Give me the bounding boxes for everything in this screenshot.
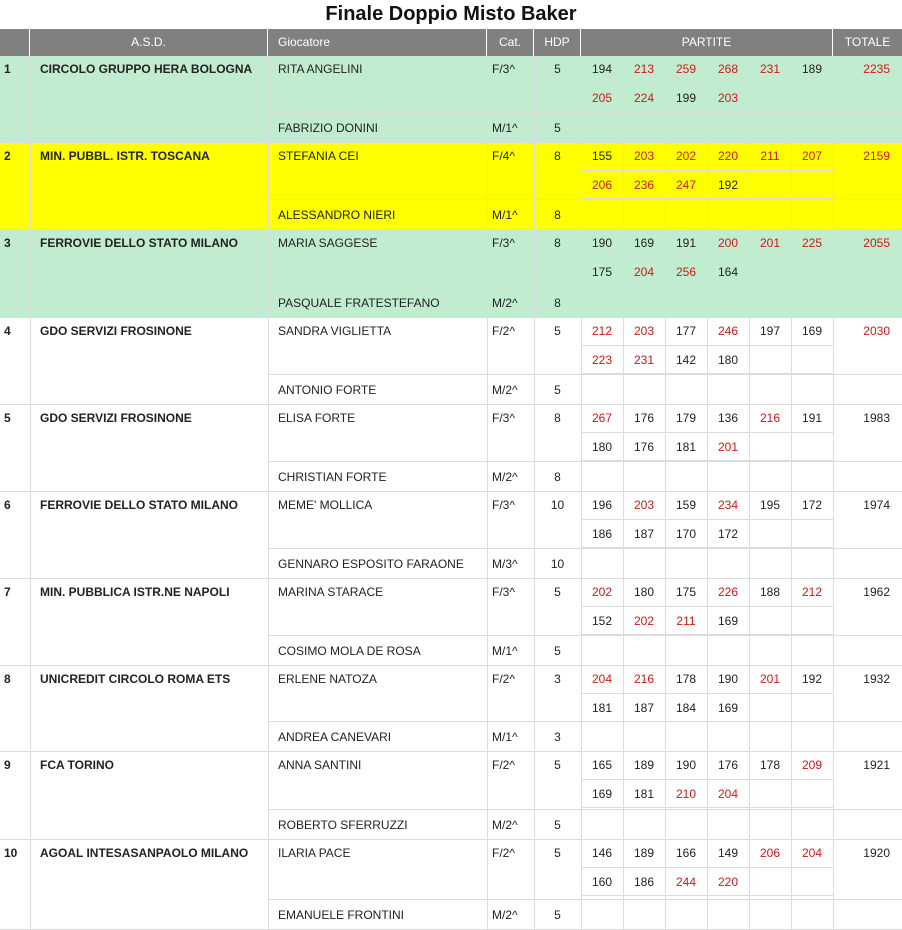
game-score: 216 [633,672,655,686]
grid-line [749,492,750,579]
game-score: 204 [801,846,823,860]
team-name: UNICREDIT CIRCOLO ROMA ETS [40,672,231,686]
player-name: MARIA SAGGESE [278,236,378,250]
game-score: 197 [759,324,781,338]
game-score: 191 [801,411,823,425]
game-score: 180 [633,585,655,599]
grid-line [707,840,708,930]
game-score: 176 [633,440,655,454]
game-score: 169 [591,787,613,801]
game-score: 180 [591,440,613,454]
grid-line [707,56,708,143]
player-category: M/1^ [492,121,518,135]
grid-line [623,318,624,405]
player-name: EMANUELE FRONTINI [278,908,405,922]
game-score: 195 [759,498,781,512]
game-score: 223 [591,353,613,367]
game-score: 220 [717,875,739,889]
team-total: 2159 [863,149,890,163]
game-score: 196 [591,498,613,512]
grid-line [665,56,666,143]
grid-line [791,666,792,752]
team-name: FERROVIE DELLO STATO MILANO [40,236,238,250]
player-name: MARINA STARACE [278,585,384,599]
game-score: 184 [675,701,697,715]
player-name: ANTONIO FORTE [278,383,377,397]
player-name: STEFANIA CEI [278,149,359,163]
game-score: 202 [633,614,655,628]
grid-line [623,230,624,318]
grid-line [665,492,666,579]
game-score: 136 [717,411,739,425]
grid-line [665,405,666,492]
game-score: 152 [591,614,613,628]
grid-line [268,635,902,636]
game-score: 206 [591,178,613,192]
game-score: 199 [675,91,697,105]
game-score: 192 [801,672,823,686]
game-score: 268 [717,62,739,76]
game-score: 178 [759,758,781,772]
player-category: F/3^ [492,585,515,599]
game-score: 181 [633,787,655,801]
grid-line [623,405,624,492]
grid-line [749,666,750,752]
grid-line [268,56,269,930]
game-score: 159 [675,498,697,512]
team-total: 1974 [863,498,890,512]
game-score: 172 [801,498,823,512]
game-score: 226 [717,585,739,599]
rank-number: 10 [4,846,18,860]
team-total: 1921 [863,758,890,772]
player-name: MEME' MOLLICA [278,498,373,512]
grid-line [623,56,624,143]
grid-line [268,548,902,549]
page-title: Finale Doppio Misto Baker [325,3,577,25]
game-score: 176 [633,411,655,425]
game-score: 256 [675,265,697,279]
game-score: 202 [675,149,697,163]
team-name: GDO SERVIZI FROSINONE [40,324,192,338]
game-score: 212 [591,324,613,338]
game-score: 187 [633,527,655,541]
team-total: 2235 [863,62,890,76]
player-category: F/3^ [492,236,515,250]
header-totale: TOTALE [833,29,902,56]
game-score: 205 [591,91,613,105]
game-score: 189 [633,846,655,860]
player-hdp: 3 [554,730,561,744]
grid-line [665,666,666,752]
game-score: 267 [591,411,613,425]
team-name: AGOAL INTESASANPAOLO MILANO [40,846,249,860]
player-category: M/1^ [492,730,518,744]
game-score: 246 [717,324,739,338]
game-score: 216 [759,411,781,425]
player-hdp: 5 [554,644,561,658]
team-total: 1983 [863,411,890,425]
game-score: 175 [591,265,613,279]
game-score: 187 [633,701,655,715]
player-category: M/2^ [492,296,518,310]
game-score: 189 [633,758,655,772]
player-hdp: 5 [554,585,561,599]
rank-number: 6 [4,498,11,512]
player-hdp: 5 [554,121,561,135]
game-score: 149 [717,846,739,860]
grid-line [623,579,624,666]
game-score: 177 [675,324,697,338]
game-score: 175 [675,585,697,599]
grid-line [581,56,582,930]
game-score: 169 [801,324,823,338]
rank-number: 3 [4,236,11,250]
game-score: 231 [759,62,781,76]
grid-line [707,318,708,405]
player-name: ROBERTO SFERRUZZI [278,818,408,832]
game-score: 186 [591,527,613,541]
team-total: 2055 [863,236,890,250]
game-score: 186 [633,875,655,889]
grid-line [749,56,750,143]
grid-line [791,318,792,405]
game-score: 200 [717,236,739,250]
player-name: ALESSANDRO NIERI [278,208,396,222]
game-score: 259 [675,62,697,76]
game-score: 210 [675,787,697,801]
team-name: GDO SERVIZI FROSINONE [40,411,192,425]
grid-line [665,752,666,840]
player-hdp: 5 [554,818,561,832]
grid-line [268,809,902,810]
grid-line [707,405,708,492]
game-score: 231 [633,353,655,367]
game-score: 209 [801,758,823,772]
game-score: 201 [759,672,781,686]
game-score: 169 [717,701,739,715]
game-score: 212 [801,585,823,599]
game-score: 211 [676,614,696,628]
game-score: 165 [591,758,613,772]
game-score: 188 [759,585,781,599]
game-score: 180 [717,353,739,367]
player-category: F/3^ [492,498,515,512]
game-score: 191 [675,236,697,250]
player-name: ERLENE NATOZA [278,672,377,686]
game-score: 169 [717,614,739,628]
game-score: 190 [591,236,613,250]
game-score: 176 [717,758,739,772]
game-score: 220 [717,149,739,163]
grid-line [749,579,750,666]
grid-line [665,579,666,666]
player-hdp: 8 [554,236,561,250]
player-hdp: 8 [554,208,561,222]
player-category: M/3^ [492,557,518,571]
player-category: F/3^ [492,62,515,76]
game-score: 181 [675,440,697,454]
player-category: M/2^ [492,908,518,922]
game-score: 247 [675,178,697,192]
results-table [0,29,902,930]
player-name: CHRISTIAN FORTE [278,470,387,484]
game-score: 211 [760,149,780,163]
header-partite: PARTITE [581,29,833,56]
player-name: COSIMO MOLA DE ROSA [278,644,421,658]
team-name: FERROVIE DELLO STATO MILANO [40,498,238,512]
grid-line [665,230,666,318]
grid-line [707,752,708,840]
player-hdp: 10 [550,498,565,512]
game-score: 194 [591,62,613,76]
grid-line [623,840,624,930]
rank-number: 2 [4,149,11,163]
player-hdp: 5 [554,383,561,397]
rank-number: 7 [4,585,11,599]
team-name: MIN. PUBBLICA ISTR.NE NAPOLI [40,585,230,599]
grid-line [791,492,792,579]
game-score: 181 [591,701,613,715]
rank-number: 5 [4,411,11,425]
player-name: FABRIZIO DONINI [278,121,379,135]
player-category: M/2^ [492,383,518,397]
player-hdp: 5 [554,758,561,772]
player-category: M/2^ [492,470,518,484]
grid-line [665,840,666,930]
rank-number: 1 [4,62,11,76]
player-name: PASQUALE FRATESTEFANO [278,296,440,310]
header-pos [0,29,30,56]
game-score: 164 [717,265,739,279]
game-score: 203 [717,91,739,105]
grid-line [487,56,488,930]
player-hdp: 5 [554,62,561,76]
game-score: 178 [675,672,697,686]
game-score: 201 [717,440,739,454]
player-category: M/2^ [492,818,518,832]
game-score: 142 [675,353,697,367]
game-score: 213 [633,62,655,76]
header-giocatore: Giocatore [268,29,487,56]
game-score: 203 [633,149,655,163]
player-hdp: 8 [554,470,561,484]
grid-line [749,840,750,930]
grid-line [791,840,792,930]
game-score: 170 [675,527,697,541]
grid-line [623,666,624,752]
player-category: F/3^ [492,411,515,425]
player-name: ELISA FORTE [278,411,356,425]
player-category: F/2^ [492,324,515,338]
grid-line [707,579,708,666]
team-name: FCA TORINO [40,758,114,772]
grid-line [30,56,31,930]
grid-line [707,230,708,318]
grid-line [623,143,624,230]
player-category: F/2^ [492,758,515,772]
grid-line [268,461,902,462]
player-name: ILARIA PACE [278,846,351,860]
grid-line [534,56,535,930]
game-score: 244 [675,875,697,889]
grid-line [665,143,666,230]
grid-line [665,318,666,405]
game-score: 179 [675,411,697,425]
team-total: 2030 [863,324,890,338]
game-score: 224 [633,91,655,105]
team-total: 1932 [863,672,890,686]
player-hdp: 8 [554,296,561,310]
game-score: 192 [717,178,739,192]
game-score: 166 [675,846,697,860]
game-score: 236 [633,178,655,192]
player-hdp: 3 [554,672,561,686]
grid-line [268,374,902,375]
grid-line [749,752,750,840]
game-score: 204 [717,787,739,801]
grid-line [268,112,902,113]
grid-line [791,579,792,666]
player-name: SANDRA VIGLIETTA [278,324,392,338]
game-score: 204 [633,265,655,279]
player-category: M/1^ [492,644,518,658]
grid-line [833,56,834,930]
game-score: 204 [591,672,613,686]
grid-line [791,143,792,230]
game-score: 160 [591,875,613,889]
grid-line [791,230,792,318]
rank-number: 9 [4,758,11,772]
game-score: 201 [759,236,781,250]
player-name: GENNARO ESPOSITO FARAONE [278,557,464,571]
player-category: F/2^ [492,672,515,686]
game-score: 189 [801,62,823,76]
game-score: 202 [591,585,613,599]
game-score: 206 [759,846,781,860]
grid-line [707,143,708,230]
game-score: 207 [801,149,823,163]
player-name: ANNA SANTINI [278,758,362,772]
grid-line [707,666,708,752]
grid-line [623,752,624,840]
player-category: F/2^ [492,846,515,860]
grid-line [791,752,792,840]
team-total: 1962 [863,585,890,599]
player-category: F/4^ [492,149,515,163]
grid-line [749,318,750,405]
player-name: ANDREA CANEVARI [278,730,392,744]
game-score: 190 [675,758,697,772]
rank-number: 4 [4,324,11,338]
game-score: 172 [717,527,739,541]
game-score: 203 [633,324,655,338]
game-score: 169 [633,236,655,250]
player-hdp: 10 [550,557,565,571]
player-hdp: 5 [554,908,561,922]
header-asd: A.S.D. [30,29,268,56]
header-hdp: HDP [534,29,581,56]
grid-line [749,143,750,230]
grid-line [268,287,902,288]
game-score: 234 [717,498,739,512]
grid-line [749,230,750,318]
player-hdp: 8 [554,411,561,425]
game-score: 225 [801,236,823,250]
grid-line [707,492,708,579]
team-total: 1920 [863,846,890,860]
player-hdp: 5 [554,324,561,338]
grid-line [791,56,792,143]
game-score: 190 [717,672,739,686]
player-hdp: 5 [554,846,561,860]
team-name: MIN. PUBBL. ISTR. TOSCANA [40,149,210,163]
game-score: 146 [591,846,613,860]
header-cat: Cat. [487,29,534,56]
grid-line [268,899,902,900]
grid-line [268,199,902,200]
grid-line [623,492,624,579]
player-category: M/1^ [492,208,518,222]
rank-number: 8 [4,672,11,686]
grid-line [749,405,750,492]
game-score: 203 [633,498,655,512]
team-name: CIRCOLO GRUPPO HERA BOLOGNA [40,62,253,76]
player-hdp: 8 [554,149,561,163]
game-score: 155 [591,149,613,163]
player-name: RITA ANGELINI [278,62,363,76]
grid-line [791,405,792,492]
